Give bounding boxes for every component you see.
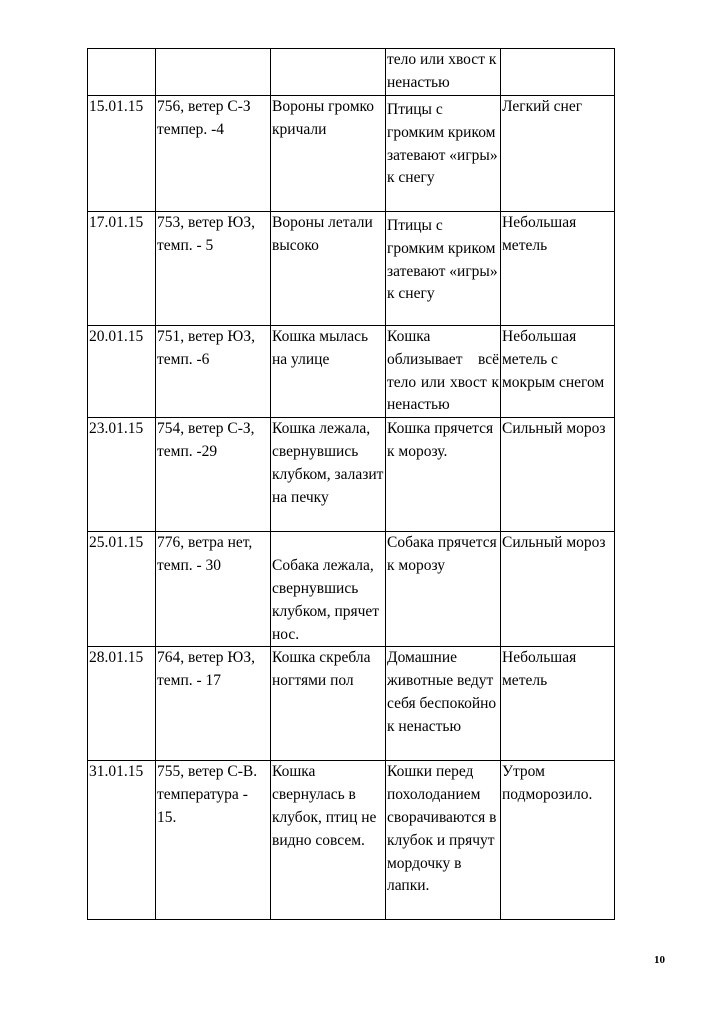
cell-pressure-wind-temp: 776, ветра нет, темп. - 30 <box>156 532 271 647</box>
cell-weather: Легкий снег <box>501 96 615 212</box>
table-row <box>88 532 615 647</box>
cell-weather <box>501 49 615 96</box>
cell-pressure-wind-temp: 756, ветер С-З темпер. -4 <box>156 96 271 212</box>
cell-weather: Сильный мороз <box>501 418 615 532</box>
cell-pressure-wind-temp: 753, ветер ЮЗ, темп. - 5 <box>156 212 271 326</box>
cell-sign: Собака прячется к морозу <box>386 532 501 647</box>
cell-observation: Вороны летали высоко <box>271 212 386 326</box>
cell-sign: Птицы с громким криком затевают «игры» к снегу <box>386 212 501 326</box>
cell-sign: Домашние животные ведут себя беспокойно к ненастью <box>386 647 501 761</box>
cell-pressure-wind-temp <box>156 49 271 96</box>
cell-date: 28.01.15 <box>88 647 156 761</box>
cell-sign: Кошки перед похолоданием сворачиваются в клубок и прячут мордочку в лапки. <box>386 761 501 920</box>
cell-pressure-wind-temp: 751, ветер ЮЗ, темп. -6 <box>156 326 271 418</box>
cell-pressure-wind-temp: 755, ветер С-В. температура - 15. <box>156 761 271 920</box>
table-row <box>88 761 615 920</box>
table-row <box>88 418 615 532</box>
cell-date <box>88 49 156 96</box>
cell-pressure-wind-temp: 764, ветер ЮЗ, темп. - 17 <box>156 647 271 761</box>
table-row <box>88 212 615 326</box>
cell-observation: Кошка лежала, свернувшись клубком, залазит на печку <box>271 418 386 532</box>
cell-date: 25.01.15 <box>88 532 156 647</box>
cell-observation: Кошка мылась на улице <box>271 326 386 418</box>
cell-date: 15.01.15 <box>88 96 156 212</box>
cell-pressure-wind-temp: 754, ветер С-З, темп. -29 <box>156 418 271 532</box>
cell-date: 23.01.15 <box>88 418 156 532</box>
page-number: 10 <box>654 954 665 966</box>
cell-observation: Кошка свернулась в клубок, птиц не видно совсем. <box>271 761 386 920</box>
cell-observation: Кошка скребла ногтями пол <box>271 647 386 761</box>
table-row <box>88 96 615 212</box>
cell-observation <box>271 49 386 96</box>
cell-sign: Кошка облизывает всё тело или хвост к ненастью <box>386 326 501 418</box>
cell-sign: Птицы с громким криком затевают «игры» к снегу <box>386 96 501 212</box>
cell-weather: Небольшая метель <box>501 647 615 761</box>
observation-table <box>87 48 615 920</box>
table-row <box>88 326 615 418</box>
cell-observation: Вороны громко кричали <box>271 96 386 212</box>
cell-sign: тело или хвост к ненастью <box>386 49 501 96</box>
cell-weather: Небольшая метель с мокрым снегом <box>501 326 615 418</box>
cell-weather: Небольшая метель <box>501 212 615 326</box>
cell-date: 31.01.15 <box>88 761 156 920</box>
table-row-continued <box>88 49 615 96</box>
cell-observation: Собака лежала, свернувшись клубком, прячет нос. <box>271 532 386 647</box>
table-row <box>88 647 615 761</box>
cell-date: 20.01.15 <box>88 326 156 418</box>
cell-date: 17.01.15 <box>88 212 156 326</box>
cell-weather: Утром подморозило. <box>501 761 615 920</box>
cell-weather: Сильный мороз <box>501 532 615 647</box>
cell-sign: Кошка прячется к морозу. <box>386 418 501 532</box>
